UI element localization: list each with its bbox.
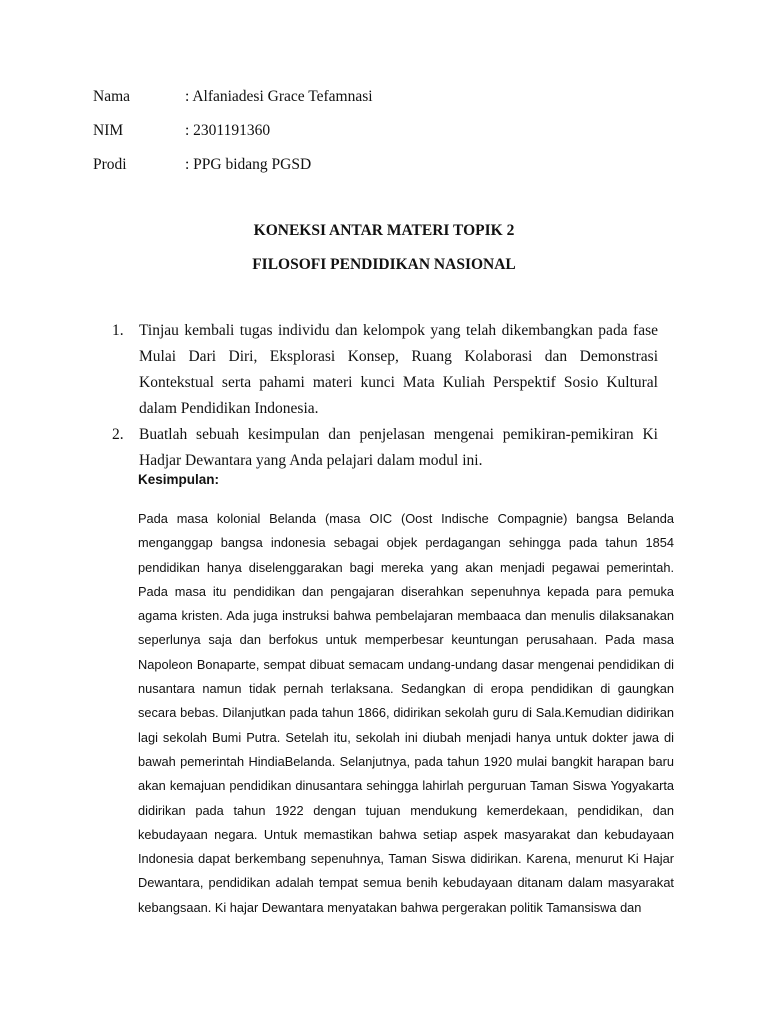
nama-label: Nama xyxy=(93,88,131,105)
document-title: KONEKSI ANTAR MATERI TOPIK 2 xyxy=(253,222,515,239)
conclusion-paragraph: Pada masa kolonial Belanda (masa OIC (Oost Indische Compagnie) bangsa Belanda menganggap bangsa indonesia sebagai objek perdagangan sehingga pada tahun 1854 pendidikan hanya diselenggarakan bagi mereka yang akan menjadi pegawai pemerintah. Pada masa itu pendidikan dan pengajaran diserahkan sepenuhnya kepada para pemuka agama kristen. Ada juga instruksi bahwa pembelajaran membaaca dan menulis dilaksanakan seperlunya saja dan berfokus untuk memperbesar keuntungan perusahaan. Pada masa Napoleon Bonaparte, sempat dibuat semacam undang-undang dasar mengenai pendidikan di nusantara namun tidak pernah terlaksana. Sedangkan di eropa pendidikan di gaungkan secara bebas. Dilanjutkan pada tahun 1866, didirikan sekolah guru di Sala.Kemudian didirikan lagi sekolah Bumi Putra. Setelah itu, sekolah ini diubah menjadi hanya untuk dokter jawa di bawah pemerintah HindiaBelanda. Selanjutnya, pada tahun 1920 mulai bangkit harapan baru akan kemajuan pendidikan dinusantara sehingga lahirlah perguruan Taman Siswa Yogyakarta didirikan pada tahun 1922 dengan tujuan mendukung kemerdekaan, pendidikan, dan kebudayaan negara. Untuk memastikan bahwa setiap aspek masyarakat dan kebudayaan Indonesia dapat berkembang sepenuhnya, Taman Siswa didirikan. Karena, menurut Ki Hajar Dewantara, pendidikan adalah tempat semua benih kebudayaan ditanam dalam masyarakat kebangsaan. Ki hajar Dewantara menyatakan bahwa pergerakan politik Tamansiswa dan xyxy=(138,511,674,915)
question-number: 1. xyxy=(112,322,124,339)
nim-value: : 2301191360 xyxy=(185,122,271,139)
prodi-label: Prodi xyxy=(93,156,127,173)
conclusion-title: Kesimpulan: xyxy=(138,472,220,487)
question-number: 2. xyxy=(112,426,124,443)
list-item xyxy=(112,422,658,474)
prodi-value: : PPG bidang PGSD xyxy=(185,156,312,173)
question-list xyxy=(112,318,658,474)
question-text: Tinjau kembali tugas individu dan kelompok yang telah dikembangkan pada fase Mulai Dari Diri, Eksplorasi Konsep, Ruang Kolaborasi dan Demonstrasi Kontekstual serta pahami materi kunci Mata Kuliah Perspektif Sosio Kultural dalam Pendidikan Indonesia. xyxy=(139,322,658,417)
nama-value: : Alfaniadesi Grace Tefamnasi xyxy=(185,88,373,105)
question-text: Buatlah sebuah kesimpulan dan penjelasan mengenai pemikiran-pemikiran Ki Hadjar Dewantara yang Anda pelajari dalam modul ini. xyxy=(139,426,658,469)
list-item xyxy=(112,318,658,422)
document-subtitle: FILOSOFI PENDIDIKAN NASIONAL xyxy=(252,256,516,273)
nim-label: NIM xyxy=(93,122,124,139)
